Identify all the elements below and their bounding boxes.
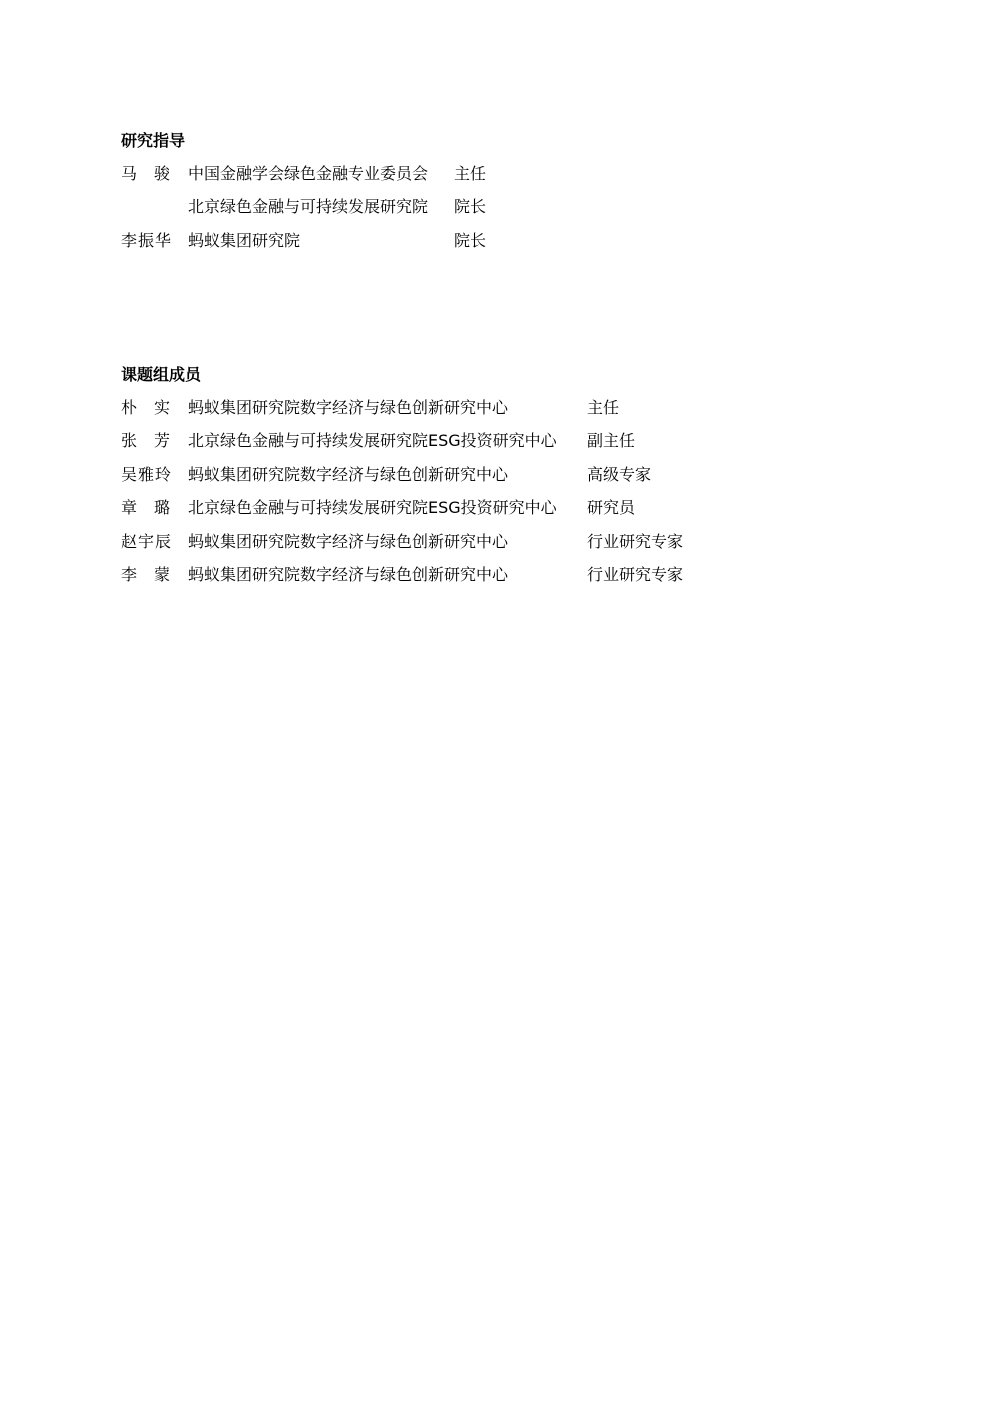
person-role: 研究员 bbox=[587, 498, 636, 518]
table-row bbox=[121, 162, 487, 195]
table-row bbox=[121, 429, 636, 462]
section-title: 研究指导 bbox=[121, 131, 186, 150]
person-name: 马骏 bbox=[121, 164, 188, 183]
person-organization: 蚂蚁集团研究院数字经济与绿色创新研究中心 bbox=[188, 564, 509, 584]
person-role: 主任 bbox=[454, 164, 487, 183]
person-organization: 中国金融学会绿色金融专业委员会 bbox=[188, 164, 429, 183]
person-organization: 北京绿色金融与可持续发展研究院ESG投资研究中心 bbox=[188, 431, 557, 451]
team-members-section bbox=[121, 363, 684, 596]
person-name: 朴实 bbox=[121, 398, 188, 417]
person-role: 行业研究专家 bbox=[587, 531, 684, 551]
table-row bbox=[121, 195, 487, 228]
table-row bbox=[121, 496, 636, 529]
person-organization: 蚂蚁集团研究院数字经济与绿色创新研究中心 bbox=[188, 531, 509, 551]
person-role: 院长 bbox=[454, 197, 487, 217]
table-row bbox=[121, 396, 620, 429]
person-name: 张芳 bbox=[121, 431, 188, 451]
person-organization: 蚂蚁集团研究院数字经济与绿色创新研究中心 bbox=[188, 398, 509, 417]
person-name: 李蒙 bbox=[121, 564, 188, 584]
person-organization: 北京绿色金融与可持续发展研究院 bbox=[188, 197, 429, 217]
person-role: 院长 bbox=[454, 230, 487, 250]
section-title: 课题组成员 bbox=[121, 365, 202, 384]
person-name: 赵宇辰 bbox=[121, 531, 173, 551]
person-organization: 北京绿色金融与可持续发展研究院ESG投资研究中心 bbox=[188, 498, 557, 518]
person-organization: 蚂蚁集团研究院 bbox=[188, 230, 301, 250]
person-organization: 蚂蚁集团研究院数字经济与绿色创新研究中心 bbox=[188, 464, 509, 484]
person-role: 高级专家 bbox=[587, 464, 652, 484]
person-role: 行业研究专家 bbox=[587, 564, 684, 584]
person-role: 副主任 bbox=[587, 431, 636, 451]
person-name: 吴雅玲 bbox=[121, 464, 173, 484]
table-row bbox=[121, 229, 487, 262]
person-role: 主任 bbox=[587, 398, 620, 417]
person-name: 李振华 bbox=[121, 230, 173, 250]
person-name: 章璐 bbox=[121, 498, 188, 518]
research-guidance-section bbox=[121, 129, 487, 262]
table-row bbox=[121, 530, 684, 563]
table-row bbox=[121, 463, 652, 496]
table-row bbox=[121, 563, 684, 596]
